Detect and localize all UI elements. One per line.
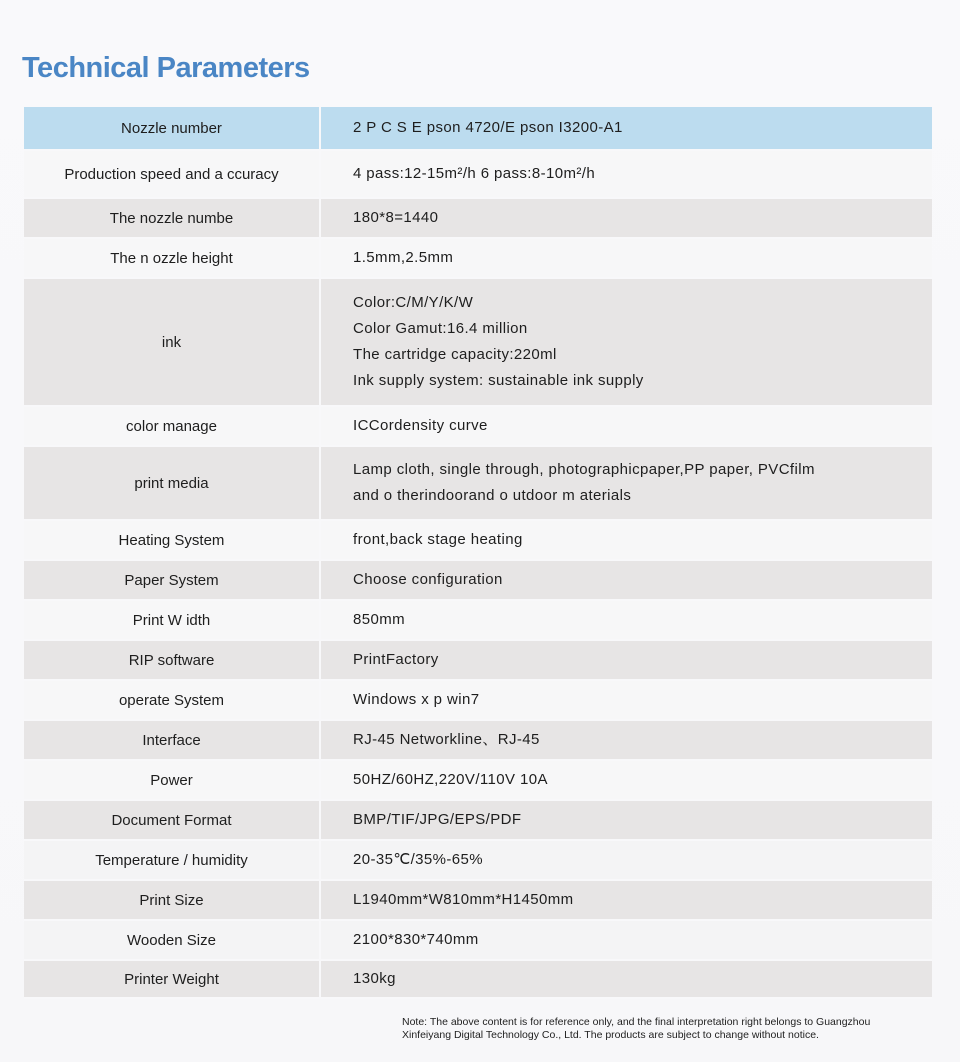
spec-value (321, 407, 932, 445)
spec-value-line: L1940mm*W810mm*H1450mm (353, 891, 574, 908)
spec-value-line: 180*8=1440 (353, 209, 439, 226)
table-row (24, 151, 932, 199)
table-row (24, 761, 932, 801)
table-row (24, 641, 932, 681)
spec-value (321, 151, 932, 197)
spec-value-line: 4 pass:12-15m²/h 6 pass:8-10m²/h (353, 165, 596, 182)
table-row (24, 447, 932, 521)
spec-label: ink (24, 279, 321, 405)
table-row (24, 407, 932, 447)
spec-value (321, 761, 932, 799)
spec-value (321, 641, 932, 679)
spec-value-line: Color Gamut:16.4 million (353, 320, 528, 337)
spec-value-line: BMP/TIF/JPG/EPS/PDF (353, 811, 522, 828)
spec-value-line: 2100*830*740mm (353, 931, 479, 948)
spec-value-line: Ink supply system: sustainable ink supply (353, 372, 644, 389)
spec-value (321, 841, 932, 879)
spec-label: print media (24, 447, 321, 519)
table-row (24, 801, 932, 841)
spec-label: RIP software (24, 641, 321, 679)
spec-value-line: RJ-45 Networkline、RJ-45 (353, 731, 540, 748)
spec-value-line: front,back stage heating (353, 531, 523, 548)
table-row (24, 721, 932, 761)
table-row (24, 279, 932, 407)
table-row (24, 199, 932, 239)
spec-value-line: 2 P C S E pson 4720/E pson I3200-A1 (353, 119, 623, 136)
table-row (24, 961, 932, 999)
spec-label: The n ozzle height (24, 239, 321, 277)
table-row (24, 681, 932, 721)
spec-value-line: 50HZ/60HZ,220V/110V 10A (353, 771, 548, 788)
spec-label: Power (24, 761, 321, 799)
disclaimer-note (402, 1016, 942, 1042)
spec-label: color manage (24, 407, 321, 445)
table-row (24, 601, 932, 641)
spec-value (321, 921, 932, 959)
spec-label: Document Format (24, 801, 321, 839)
spec-value (321, 447, 932, 519)
table-row (24, 239, 932, 279)
spec-value (321, 239, 932, 277)
table-row (24, 881, 932, 921)
spec-label: Paper System (24, 561, 321, 599)
spec-value (321, 881, 932, 919)
table-row (24, 521, 932, 561)
spec-label: Temperature / humidity (24, 841, 321, 879)
spec-value-line: 850mm (353, 611, 406, 628)
spec-value (321, 801, 932, 839)
spec-label: Interface (24, 721, 321, 759)
spec-value-line: 130kg (353, 970, 396, 987)
spec-label: Print W idth (24, 601, 321, 639)
disclaimer-line: Xinfeiyang Digital Technology Co., Ltd. The products are subject to change without notice. (402, 1029, 819, 1041)
spec-value-line: 1.5mm,2.5mm (353, 249, 454, 266)
page-title: Technical Parameters (22, 52, 310, 84)
spec-value (321, 721, 932, 759)
spec-value-line: ICCordensity curve (353, 417, 488, 434)
spec-label: Wooden Size (24, 921, 321, 959)
spec-value-line: Choose configuration (353, 571, 503, 588)
spec-value (321, 279, 932, 405)
spec-label: Production speed and a ccuracy (24, 151, 321, 197)
spec-label: Nozzle number (24, 107, 321, 149)
spec-value (321, 681, 932, 719)
disclaimer-line: Note: The above content is for reference only, and the final interpretation right belongs to Guangzhou (402, 1016, 871, 1028)
spec-value-line: 20-35℃/35%-65% (353, 851, 484, 868)
spec-label: Printer Weight (24, 961, 321, 997)
spec-value-line: Lamp cloth, single through, photographicpaper,PP paper, PVCfilm (353, 461, 815, 478)
spec-value-line: Windows x p win7 (353, 691, 480, 708)
spec-value-line: Color:C/M/Y/K/W (353, 294, 474, 311)
spec-label: The nozzle numbe (24, 199, 321, 237)
spec-value (321, 561, 932, 599)
table-row (24, 841, 932, 881)
spec-value-line: The cartridge capacity:220ml (353, 346, 557, 363)
spec-value (321, 107, 932, 149)
table-row (24, 921, 932, 961)
spec-value (321, 199, 932, 237)
spec-value-line: and o therindoorand o utdoor m aterials (353, 487, 632, 504)
spec-value (321, 601, 932, 639)
spec-value (321, 521, 932, 559)
table-row (24, 561, 932, 601)
spec-value (321, 961, 932, 997)
spec-value-line: PrintFactory (353, 651, 439, 668)
spec-label: Heating System (24, 521, 321, 559)
table-row (24, 107, 932, 151)
spec-label: Print Size (24, 881, 321, 919)
spec-label: operate System (24, 681, 321, 719)
spec-table (24, 107, 932, 999)
